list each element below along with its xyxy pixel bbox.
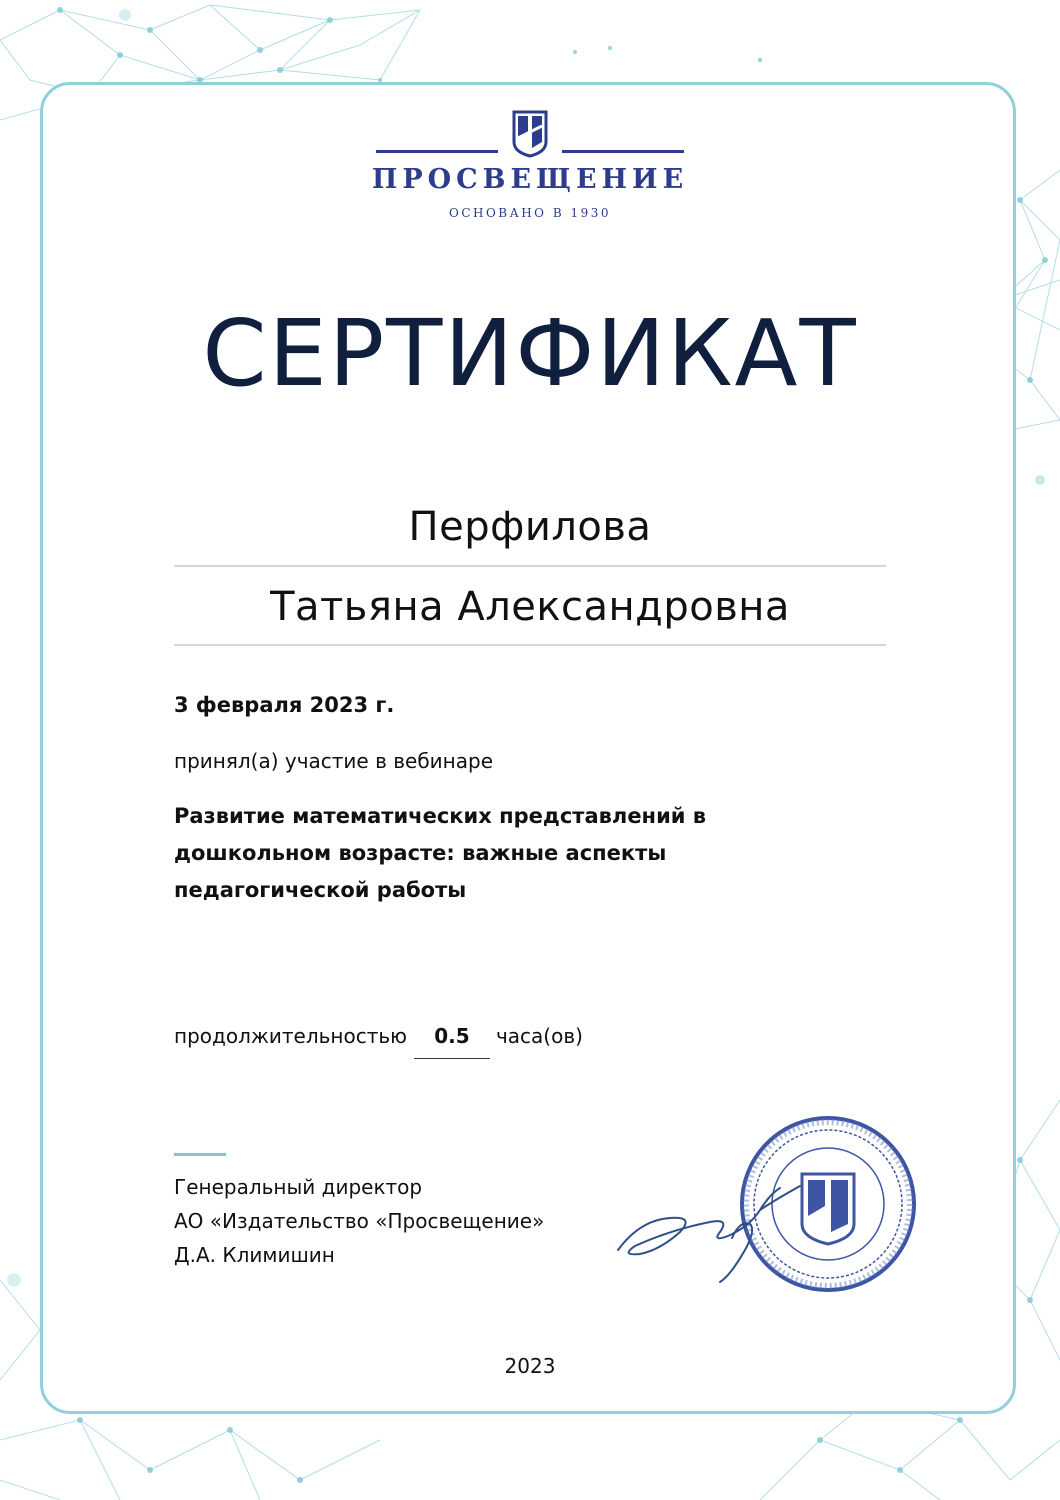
name-underline-2 — [174, 644, 886, 646]
signatory-name: Д.А. Климишин — [174, 1243, 335, 1267]
signatory-position: Генеральный директор — [174, 1175, 423, 1199]
logo-line-left — [376, 150, 498, 153]
webinar-topic: Развитие математических представлений в дошкольном возрасте: важные аспекты педагогической работы — [174, 804, 707, 902]
duration-label: продолжительностью — [174, 1024, 407, 1048]
signatory-accent-line — [174, 1153, 226, 1156]
duration-row — [174, 1024, 583, 1059]
recipient-surname: Перфилова — [408, 504, 652, 550]
recipient-given-names: Татьяна Александровна — [270, 584, 790, 630]
brand-founded: ОСНОВАНО В 1930 — [448, 206, 612, 220]
name-underline-1 — [174, 565, 886, 567]
logo-line-right — [562, 150, 684, 153]
participation-text: принял(а) участие в вебинаре — [174, 749, 493, 773]
duration-unit: часа(ов) — [495, 1024, 583, 1048]
handwritten-signature-icon — [600, 1150, 830, 1290]
footer-year: 2023 — [504, 1354, 556, 1378]
certificate-title: СЕРТИФИКАТ — [202, 300, 858, 407]
signatory-company: АО «Издательство «Просвещение» — [174, 1209, 545, 1233]
duration-value: 0.5 — [414, 1024, 490, 1059]
event-date: 3 февраля 2023 г. — [174, 693, 395, 717]
shield-logo-icon — [510, 108, 550, 158]
brand-name: ПРОСВЕЩЕНИЕ — [371, 164, 689, 195]
